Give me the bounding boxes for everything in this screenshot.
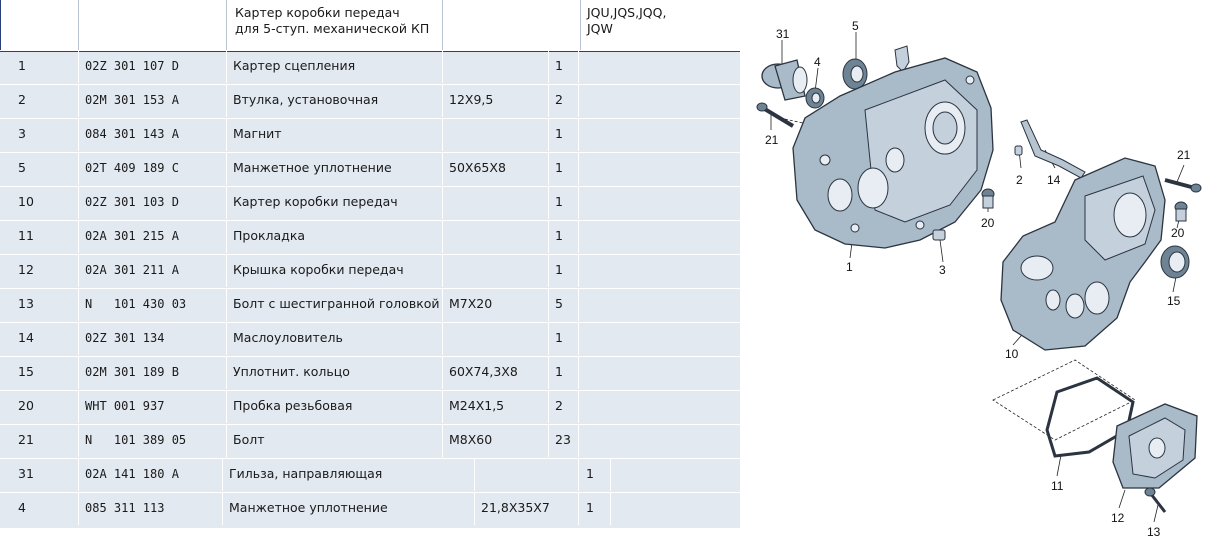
cell-name-text: Маслоуловитель [233,330,343,345]
cell-name-text: Прокладка [233,228,306,243]
cell-position-text: 21 [18,432,34,447]
cell-empty [578,51,740,83]
cell-name [226,119,442,151]
cell-name [222,459,474,491]
cell-position [0,493,78,525]
cell-position [0,289,78,321]
part-5-seal [843,59,867,89]
cell-name-text: Уплотнит. кольцо [233,364,350,379]
part-3-magnet [933,230,945,240]
cell-size [442,187,548,219]
part-21-bolt-right [1165,180,1201,192]
part-20-plug-upper [982,189,994,208]
table-row [0,288,740,321]
table-row [0,220,740,253]
table-row [0,356,740,389]
cell-position [0,459,78,491]
label-2: 2 [1016,173,1023,187]
header-title-line2: для 5-ступ. механической КП [235,21,430,36]
cell-quantity-text: 1 [555,364,563,379]
label-4: 4 [814,55,821,69]
label-1: 1 [846,260,853,274]
cell-size [442,289,548,321]
label-12: 12 [1111,511,1125,525]
cell-position [0,85,78,117]
cell-part-number [78,51,226,83]
cell-position [0,255,78,287]
cell-part-number-text: 02T 409 189 C [85,161,179,175]
cell-position-text: 1 [18,58,26,73]
cell-position [0,153,78,185]
table-row [0,50,740,83]
part-14-oil-guide [1021,120,1085,178]
cell-part-number-text: 02Z 301 134 [85,331,165,345]
header-title-line1: Картер коробки передач [235,5,400,20]
cell-quantity-text: 1 [555,160,563,175]
part-21-bolt-left [757,103,793,126]
cell-empty [578,85,740,117]
part-2-dowel [1015,146,1022,155]
cell-quantity-text: 2 [555,92,563,107]
cell-size [442,391,548,423]
cell-name [222,493,474,525]
header-models [581,0,741,50]
cell-size [442,425,548,457]
table-header [0,0,740,52]
cell-quantity [548,391,578,423]
cell-empty [578,221,740,253]
table-row [0,186,740,219]
cell-name [226,187,442,219]
cell-name [226,391,442,423]
cell-part-number-text: 02Z 301 107 D [85,59,179,73]
cell-position-text: 15 [18,364,34,379]
cell-size [442,221,548,253]
cell-quantity-text: 1 [555,262,563,277]
cell-part-number [78,323,226,355]
cell-position [0,323,78,355]
cell-quantity-text: 1 [555,58,563,73]
cell-part-number [78,153,226,185]
cell-quantity-text: 1 [555,330,563,345]
cell-position [0,357,78,389]
cell-position [0,119,78,151]
cell-part-number [78,85,226,117]
table-row [0,118,740,151]
cell-name [226,51,442,83]
cell-empty [578,323,740,355]
cell-position-text: 14 [18,330,34,345]
cell-part-number [78,289,226,321]
label-11: 11 [1051,479,1064,493]
cell-size [474,493,578,525]
cell-empty [578,289,740,321]
label-31: 31 [776,27,790,41]
cell-quantity [548,289,578,321]
part-13-bolt [1145,488,1165,512]
header-blank-number [79,0,227,50]
cell-part-number-text: 02M 301 153 A [85,93,179,107]
cell-name-text: Манжетное уплотнение [233,160,392,175]
cell-quantity [548,255,578,287]
cell-quantity-text: 1 [555,228,563,243]
part-31-guide-sleeve [762,60,807,100]
exploded-diagram [745,0,1205,542]
cell-size-text: 12X9,5 [449,92,494,107]
header-models-line2: JQW [587,21,613,36]
cell-part-number-text: 085 311 113 [85,501,165,515]
table-row [0,424,740,457]
cell-quantity-text: 23 [555,432,571,447]
cell-part-number-text: 02A 301 215 A [85,229,179,243]
label-21-left: 21 [765,133,779,147]
cell-part-number [78,221,226,253]
cell-position-text: 31 [18,466,34,481]
cell-empty [610,459,740,491]
cell-quantity-text: 5 [555,296,563,311]
label-10: 10 [1005,347,1019,361]
cell-size [442,85,548,117]
cell-part-number [78,493,222,525]
cell-part-number [78,187,226,219]
cell-name-text: Втулка, установочная [233,92,379,107]
cell-empty [578,119,740,151]
part-1-clutch-housing [793,58,993,248]
cell-name-text: Гильза, направляющая [229,466,383,481]
cell-position-text: 3 [18,126,26,141]
cell-quantity [548,85,578,117]
cell-part-number-text: WHT 001 937 [85,399,165,413]
label-5: 5 [852,19,859,33]
part-12-cover [1113,404,1197,488]
cell-empty [578,187,740,219]
table-row [0,492,740,525]
cell-quantity [548,119,578,151]
cell-name-text: Манжетное уплотнение [229,500,388,515]
cell-part-number [78,255,226,287]
table-row [0,458,740,491]
cell-empty [578,391,740,423]
cell-size-text: M7X20 [449,296,493,311]
cell-position-text: 12 [18,262,34,277]
cell-size [442,323,548,355]
cell-size [442,51,548,83]
cell-quantity [548,221,578,253]
cell-empty [578,255,740,287]
cell-part-number-text: N 101 389 05 [85,433,187,447]
cell-quantity [548,357,578,389]
part-20-plug-lower [1175,202,1187,221]
cell-name [226,357,442,389]
cell-size [442,153,548,185]
cell-position [0,221,78,253]
cell-quantity [548,323,578,355]
cell-size [442,255,548,287]
label-15: 15 [1167,294,1181,308]
cell-name-text: Крышка коробки передач [233,262,404,277]
cell-name-text: Магнит [233,126,282,141]
cell-name-text: Болт с шестигранной головкой [233,296,440,311]
cell-position-text: 4 [18,500,26,515]
cell-name-text: Картер сцепления [233,58,356,73]
cell-name-text: Пробка резьбовая [233,398,353,413]
cell-position-text: 13 [18,296,34,311]
table-row [0,390,740,423]
cell-part-number [78,425,226,457]
cell-size [474,459,578,491]
cell-name [226,255,442,287]
label-14: 14 [1047,173,1061,187]
table-row [0,254,740,287]
cell-size-text: M8X60 [449,432,493,447]
header-blank-size [443,0,581,50]
cell-position-text: 5 [18,160,26,175]
cell-quantity [548,153,578,185]
cell-name [226,85,442,117]
cell-empty [610,493,740,525]
cell-name-text: Болт [233,432,265,447]
cell-part-number [78,391,226,423]
cell-position [0,425,78,457]
cell-empty [578,153,740,185]
cell-part-number-text: 084 301 143 A [85,127,179,141]
header-title [227,0,443,50]
cell-quantity [548,187,578,219]
cell-position [0,391,78,423]
cell-part-number-text: 02M 301 189 B [85,365,179,379]
cell-quantity [548,51,578,83]
cell-empty [578,357,740,389]
label-21-right: 21 [1177,148,1191,162]
cell-size [442,357,548,389]
cell-name [226,425,442,457]
cell-part-number-text: 02A 141 180 A [85,467,179,481]
part-4-seal [806,88,824,108]
cell-position-text: 2 [18,92,26,107]
cell-part-number [78,119,226,151]
cell-position [0,51,78,83]
cell-size-text: 60X74,3X8 [449,364,518,379]
cell-name [226,153,442,185]
cell-size-text: M24X1,5 [449,398,505,413]
cell-part-number-text: 02A 301 211 A [85,263,179,277]
part-15-seal-ring [1161,246,1189,278]
header-models-line1: JQU,JQS,JQQ, [587,5,667,20]
table-row [0,152,740,185]
cell-name [226,221,442,253]
cell-part-number-text: 02Z 301 103 D [85,195,179,209]
cell-size-text: 21,8X35X7 [481,500,550,515]
cell-empty [578,425,740,457]
label-20-upper: 20 [981,216,995,230]
part-10-gearbox-housing [1001,158,1165,350]
cell-quantity [578,493,610,525]
cell-size [442,119,548,151]
table-row [0,84,740,117]
label-20-lower: 20 [1171,226,1185,240]
cell-quantity-text: 2 [555,398,563,413]
label-13: 13 [1147,525,1161,539]
cell-part-number [78,357,226,389]
cell-position-text: 10 [18,194,34,209]
cell-name-text: Картер коробки передач [233,194,398,209]
header-blank-pos [1,0,79,50]
cell-quantity-text: 1 [555,194,563,209]
cell-position-text: 20 [18,398,34,413]
label-3: 3 [939,263,946,277]
table-row [0,322,740,355]
cell-quantity-text: 1 [586,500,594,515]
cell-position [0,187,78,219]
cell-position-text: 11 [18,228,34,243]
cell-part-number-text: N 101 430 03 [85,297,187,311]
cell-part-number [78,459,222,491]
cell-quantity-text: 1 [555,126,563,141]
cell-name [226,289,442,321]
cell-quantity-text: 1 [586,466,594,481]
cell-size-text: 50X65X8 [449,160,506,175]
cell-quantity [548,425,578,457]
cell-name [226,323,442,355]
cell-quantity [578,459,610,491]
